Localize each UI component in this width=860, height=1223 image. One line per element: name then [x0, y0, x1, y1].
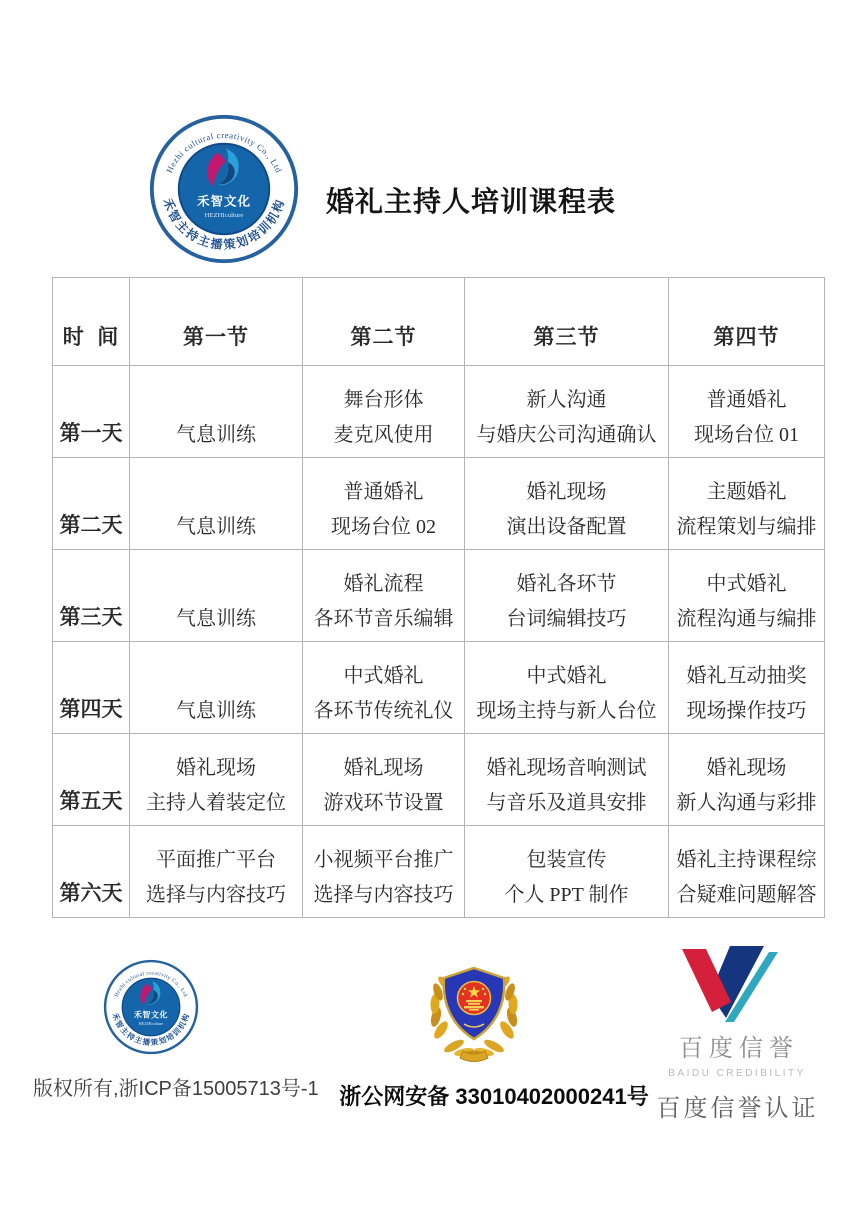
- table-cell: 婚礼互动抽奖 现场操作技巧: [669, 642, 825, 734]
- table-cell: 婚礼主持课程综 合疑难问题解答: [669, 826, 825, 918]
- baidu-credibility-v-icon: [676, 944, 786, 1024]
- china-police-badge-icon: [424, 962, 524, 1066]
- day-cell: 第六天: [53, 826, 130, 918]
- day-cell: 第五天: [53, 734, 130, 826]
- table-cell: 主题婚礼 流程策划与编排: [669, 458, 825, 550]
- copyright-icp-text: 版权所有,浙ICP备15005713号-1: [33, 1078, 319, 1100]
- table-cell: 中式婚礼 现场主持与新人台位: [465, 642, 669, 734]
- table-cell: 小视频平台推广 选择与内容技巧: [303, 826, 465, 918]
- hezhi-culture-badge-icon: [147, 112, 301, 266]
- table-cell: 气息训练: [130, 458, 303, 550]
- table-header-session4: 第四节: [669, 278, 825, 366]
- table-cell: 中式婚礼 各环节传统礼仪: [303, 642, 465, 734]
- table-cell: 婚礼现场 主持人着装定位: [130, 734, 303, 826]
- course-schedule-table: [52, 277, 825, 918]
- table-header-session3: 第三节: [465, 278, 669, 366]
- table-cell: 婚礼各环节 台词编辑技巧: [465, 550, 669, 642]
- table-cell: 婚礼现场 游戏环节设置: [303, 734, 465, 826]
- baidu-certified-label: 百度信誉认证: [656, 1095, 819, 1122]
- table-cell: 普通婚礼 现场台位 02: [303, 458, 465, 550]
- baidu-credibility-title: 百度信誉: [679, 1035, 799, 1062]
- table-cell: 气息训练: [130, 366, 303, 458]
- day-cell: 第三天: [53, 550, 130, 642]
- table-cell: 普通婚礼 现场台位 01: [669, 366, 825, 458]
- table-cell: 婚礼现场 新人沟通与彩排: [669, 734, 825, 826]
- baidu-credibility-badge[interactable]: [636, 1028, 836, 1123]
- table-header-session1: 第一节: [130, 278, 303, 366]
- hezhi-culture-badge-icon: [102, 958, 200, 1056]
- table-cell: 气息训练: [130, 642, 303, 734]
- table-cell: 舞台形体 麦克风使用: [303, 366, 465, 458]
- day-cell: 第二天: [53, 458, 130, 550]
- day-cell: 第四天: [53, 642, 130, 734]
- table-cell: 包装宣传 个人 PPT 制作: [465, 826, 669, 918]
- table-cell: 婚礼现场 演出设备配置: [465, 458, 669, 550]
- table-cell: 气息训练: [130, 550, 303, 642]
- day-cell: 第一天: [53, 366, 130, 458]
- table-header-time: 时 间: [53, 278, 130, 366]
- table-cell: 婚礼现场音响测试 与音乐及道具安排: [465, 734, 669, 826]
- table-cell: 平面推广平台 选择与内容技巧: [130, 826, 303, 918]
- baidu-credibility-subtitle: BAIDU CREDIBILITY: [668, 1068, 806, 1079]
- page-title: 婚礼主持人培训课程表: [326, 187, 617, 218]
- table-header-session2: 第二节: [303, 278, 465, 366]
- police-record-link[interactable]: 浙公网安备 33010402000241号: [339, 1084, 649, 1109]
- table-cell: 中式婚礼 流程沟通与编排: [669, 550, 825, 642]
- table-cell: 婚礼流程 各环节音乐编辑: [303, 550, 465, 642]
- table-cell: 新人沟通 与婚庆公司沟通确认: [465, 366, 669, 458]
